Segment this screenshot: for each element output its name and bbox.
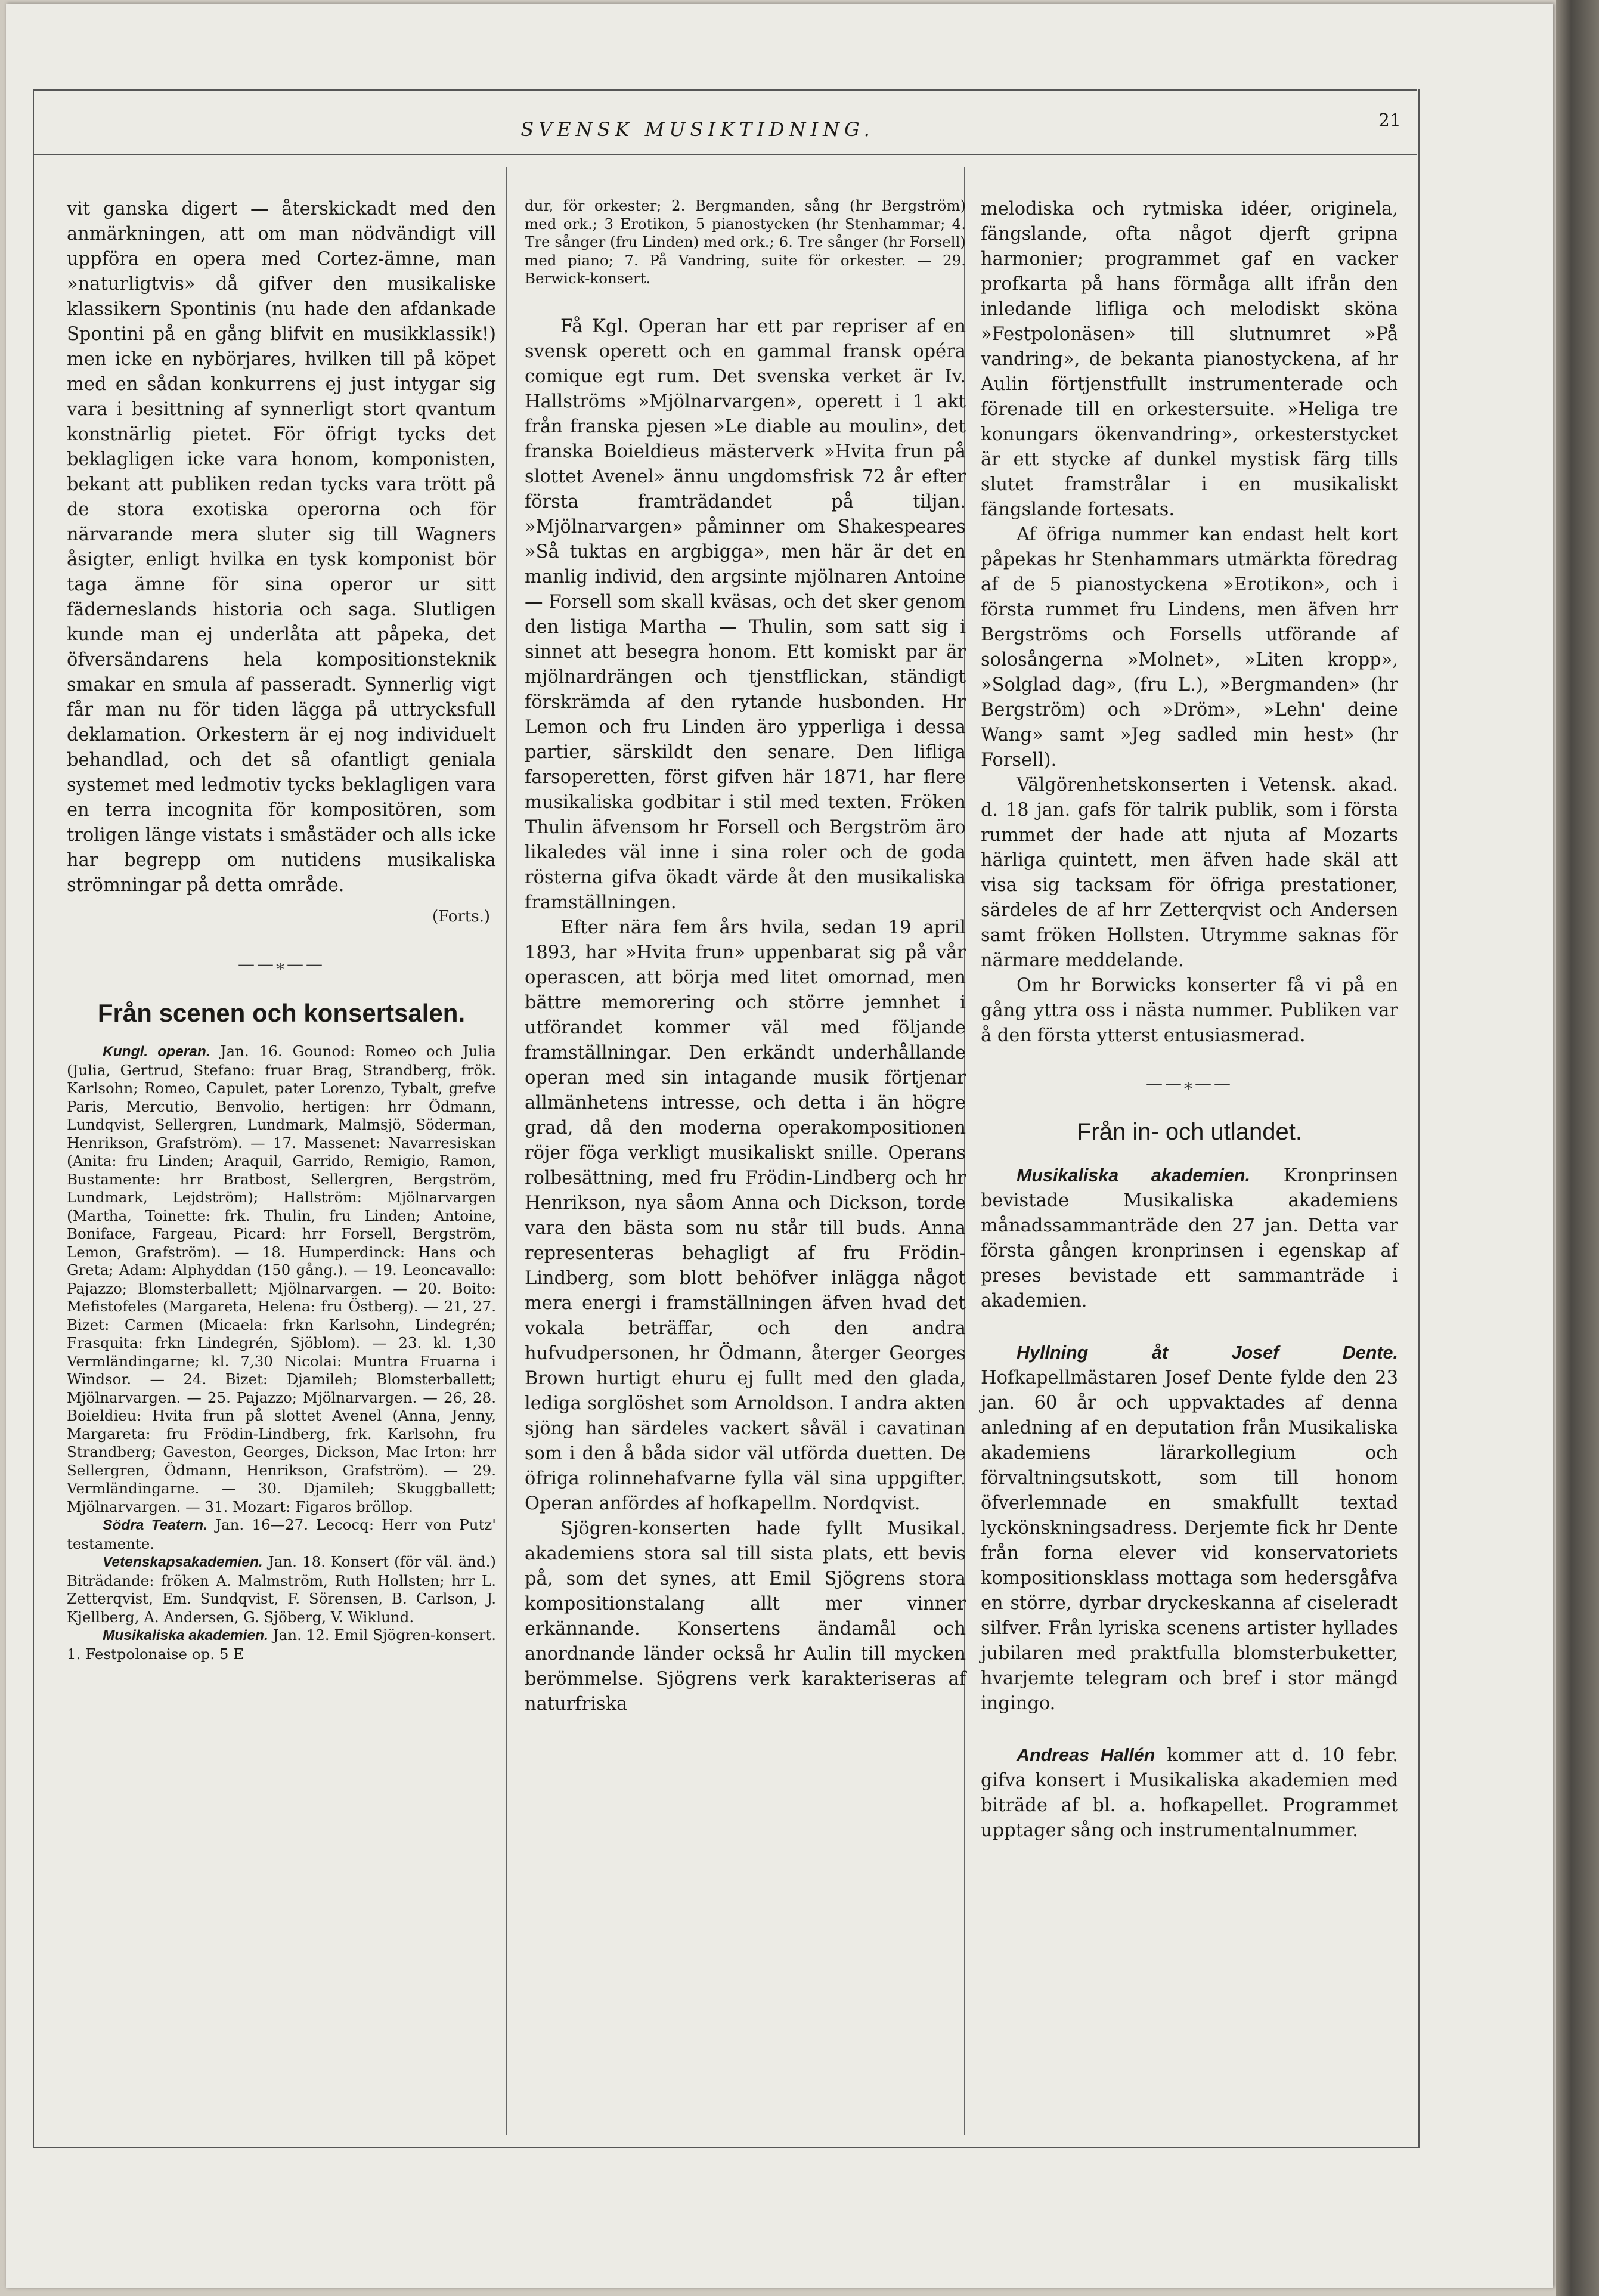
dente-lead: Hyllning åt Josef Dente. — [1017, 1342, 1398, 1363]
ofriga-nummer: Af öfriga nummer kan endast helt kort påpekas hr Stenhammars utmärkta föredrag af de 5 pianostyckena »Erotikon», och i första rummet fru Lindens, men äfven hrr Bergströms och Forsells utförande af solosångerna »Molnet», »Liten kropp», »Solglad dag», (fru L.), »Bergmanden» (hr Bergström) och »Dröm», »Lehn' deine Wang» samt »Jeg sadled min hest» (hr Forsell). — [981, 524, 1398, 771]
valgorenhetskonserten: Välgörenhetskonserten i Vetensk. akad. d. 18 jan. gafs för talrik publik, som i första rummet der hade att njuta af Mozarts härliga quintett, men äfven hade skäl att visa sig tacksam för öfriga prestationer, särdeles de af hrr Zetterqvist och Andersen samt fröken Hollsten. Utrymme saknas för närmare meddelande. — [981, 775, 1398, 971]
musikaliska-akademien-lead: Musikaliska akademien. — [103, 1627, 268, 1644]
sjogren-continuation: melodiska och rytmiska idéer, originela, fängslande, ofta något djerft gripna harmonier; programmet gaf en vacker profkarta på hans förmåga allt ifrån den inledande lifliga och melodiskt sköna »Festpolonäsen» till slutnumret »På vandring», de bekanta pianostyckena, af hr Aulin förtjenstfullt instrumenterade och förenade till en orkestersuite. »Heliga tre konungars ökenvandring», orkesterstycket är ett stycke af dunkel mystisk färg tills slutet framstrålar i en musikaliskt fängslande fortesats. — [981, 199, 1398, 520]
vetenskapsakademien-text: Jan. 18. Konsert (för väl. änd.) Biträdande: fröken A. Malmström, Ruth Hollsten; hrr L. Zetterqvist, Em. Sundqvist, F. Sörensen, B. Carlson, J. Kjellberg, A. Andersen, G. Sjöberg, V. Wiklund. — [67, 1553, 496, 1626]
page-edge-shadow — [1556, 0, 1599, 2296]
borwick-konserter: Om hr Borwicks konserter få vi på en gång yttra oss i nästa nummer. Publiken var å den första ytterst entusiasmerad. — [981, 975, 1398, 1046]
section-divider-2: ——⁎—— — [1146, 1073, 1233, 1093]
section-title-scenen: Från scenen och konsertsalen. — [97, 999, 466, 1027]
sodra-teatern-lead: Södra Teatern. — [103, 1517, 208, 1533]
kronprinsen-lead: Musikaliska akademien. — [1017, 1165, 1250, 1186]
page-number: 21 — [1378, 110, 1401, 131]
section-title-utlandet: Från in- och utlandet. — [1077, 1119, 1302, 1145]
column-1 — [67, 197, 496, 1663]
kungl-operan-listing — [67, 1042, 496, 1663]
vetenskapsakademien-lead: Vetenskapsakademien. — [103, 1554, 263, 1570]
sodra-teatern-text: Jan. 16—27. Lecocq: Herr von Putz' testamente. — [67, 1516, 497, 1552]
column-3 — [981, 197, 1398, 1843]
column-rule-1 — [506, 167, 507, 2135]
kungl-operan-lead: Kungl. operan. — [103, 1044, 210, 1060]
hallen-lead: Andreas Hallén — [1017, 1745, 1155, 1765]
continued-note: (Forts.) — [432, 908, 490, 926]
hallen-text: kommer att d. 10 febr. gifva konsert i Musikaliska akademien med biträde af bl. a. hofkapellet. Programmet upptager sång och instrumentalnummer. — [981, 1745, 1398, 1841]
concert-program-continuation: dur, för orkester; 2. Bergmanden, sång (hr Bergström) med ork.; 3 Erotikon, 5 pianostycken (hr Stenhammar; 4. Tre sånger (fru Linden) med ork.; 6. Tre sånger (hr Forsell) med piano; 7. På Vandring, suite för orkester. — 29. Berwick-konsert. — [525, 197, 966, 287]
dente-text: Hofkapellmästaren Josef Dente fylde den 23 jan. 60 år och uppvaktades af denna anledning af en deputation från Musikaliska akademiens lärarkollegium och förvaltningsutskott, som till honom öfverlemnade en smakfullt textad lyckönskningsadress. Derjemte fick hr Dente från forna elever vid konservatoriets kompositionsklass mottaga som hedersgåfva en större, dyrbar dryckeskanna af ciseleradt silfver. Från lyriska scenens artister hyllades jubilaren med praktfulla blomsterbuketter, hvarjemte telegram och bref i stor mängd ingingo. — [981, 1367, 1398, 1714]
musikaliska-akademien-text: Jan. 12. Emil Sjögren-konsert. 1. Festpolonaise op. 5 E — [67, 1626, 496, 1663]
column-2 — [525, 197, 966, 1717]
kronprinsen-text: Kronprinsen bevistade Musikaliska akademiens månadssammanträde den 27 jan. Detta var första gången kronprinsen i egenskap af preses bevistade ett sammanträde i akademien. — [981, 1165, 1398, 1311]
sjogren-konserten: Sjögren-konserten hade fyllt Musikal. akademiens stora sal till sista plats, ett bevis på, som det synes, att Emil Sjögrens stora kompositionstalang allt mer vinner erkännande. Konsertens ändamål och anordnande länder också hr Aulin till mycken berömmelse. Sjögrens verk karakteriseras af naturfriska — [525, 1518, 966, 1715]
hvita-frun-review: Efter nära fem års hvila, sedan 19 april 1893, har »Hvita frun» uppenbarat sig på vår operascen, att börja med litet omornad, men bättre memorering och större jemnhet i utförandet kommer väl med följande framställningar. Den erkändt underhållande operan med sin intagande musik förtjenar allmänhetens intresse, och detta i än högre grad, då den moderna operakompositionen röjer föga verkligt musikaliskt snille. Operans rolbesättning, med fru Frödin-Lindberg och hr Henrikson, nya såom Anna och Dickson, torde vara den bästa som nu står till buds. Anna representeras behagligt af fru Frödin-Lindberg, som blott behöfver inlägga något mera energi i framställningen äfven hvad det vokala beträffar, och den andra hufvudpersonen, hr Ödmann, återger Georges Brown hurtigt ehuru ej fullt med den glada, lediga sorglöshet som Arnoldson. I andra akten sjöng han särdeles vackert såväl i cavatinan som i den å båda sidor väl utförda duetten. De öfriga rolinnehafvarne fylla väl sina uppgifter. Operan anfördes af hofkapellm. Nordqvist. — [525, 917, 966, 1514]
kungl-operan-text: Jan. 16. Gounod: Romeo och Julia (Julia, Gertrud, Stefano: fruar Brag, Strandberg, frök. Karlsohn; Romeo, Capulet, pater Lorenzo, Tybalt, grefve Paris, Mercutio, Benvolio, hertigen: hrr Ödmann, Lundqvist, Sellergren, Lundmark, Malmsjö, Söderman, Henrikson, Grafström). — 17. Massenet: Navarresiskan (Anita: fru Linden; Araquil, Garrido, Remigio, Ramon, Bustamente: hrr Bratbost, Sellergren, Bergström, Lundmark, Lejdström); Hallström: Mjölnarvargen (Martha, Toinette: frk. Thulin, fru Linden; Antoine, Boniface, Fargeau, Picard: hrr Forsell, Bergström, Lemon, Grafström). — 18. Humperdinck: Hans och Greta; Adam: Alphyddan (150 gång.). — 19. Leoncavallo: Pajazzo; Blomsterballett; Mjölnarvargen. — 20. Boito: Mefistofeles (Margareta, Helena: fru Östberg). — 21, 27. Bizet: Carmen (Micaela: frkn Karlsohn, Lindegrén; Frasquita: frkn Lindegrén, Sjöblom). — 23. kl. 1,30 Vermländingarne; kl. 7,30 Nicolai: Muntra Fruarna i Windsor. — 24. Bizet: Djamileh; Blomsterballett; Mjölnarvargen. — 25. Pajazzo; Mjölnarvargen. — 26, 28. Boieldieu: Hvita frun på slottet Avenel (Anna, Jenny, Margareta: fru Frödin-Lindberg, frk. Karlsohn, fru Strandberg; Gaveston, Georges, Dickson, Mac Irton: hrr Sellergren, Ödmann, Henrikson, Grafström). — 29. Vermländingarne. — 30. Djamileh; Skuggballett; Mjölnarvargen. — 31. Mozart: Figaros bröllop. — [67, 1042, 497, 1515]
section-divider: ——⁎—— — [238, 954, 325, 974]
operan-repriser: Få Kgl. Operan har ett par repriser af en svensk operett och en gammal fransk opéra comique egt rum. Det svenska verket är Iv. Hallströms »Mjölnarvargen», operett i 1 akt från franska pjesen »Le diable au moulin», det franska Boieldieus mästerverk »Hvita frun på slottet Avenel» ännu ungdomsfrisk 72 år efter första framträdandet på tiljan. »Mjölnarvargen» påminner om Shakespeares »Så tuktas en argbigga», men här är det en manlig individ, den argsinte mjölnaren Antoine — Forsell som skall kväsas, och det sker genom den listiga Martha — Thulin, som satt sig i sinnet att besegra honom. Ett komiskt par är mjölnardrängen och tjenstflickan, ständigt förskrämda af den rytande husbonden. Hr Lemon och fru Linden äro ypperliga i dessa partier, särskildt den senare. Den lifliga farsoperetten, först gifven här 1871, har flere musikaliska godbitar i stil med texten. Fröken Thulin äfvensom hr Forsell och Bergström äro likaledes väl inne i sina roler och de goda rösterna gifva ökadt värde åt den musikaliska framställningen. — [525, 315, 966, 913]
article-continuation: vit ganska digert — återskickadt med den anmärkningen, att om man nödvändigt vill uppföra en opera med Cortez-ämne, man »naturligtvis» då gifver den musikaliske klassikern Spontinis (nu hade den afdankade Spontini på en gång blifvit en musikklassik!) men icke en nybörjares, hvilken till på köpet med en sådan konkurrens ej just intygar sig vara i besittning af synnerligt stort qvantum konstnärlig pietet. För öfrigt tycks det beklagligen icke vara honom, komponisten, bekant att publiken redan tycks vara trött på de stora exotiska operorna och för närvarande mera sluter sig till Wagners åsigter, enligt hvilka en tysk komponist bör taga ämne för sina operor ur sitt fäderneslands historia och saga. Slutligen kunde man ej underlåta att påpeka, det öfversändarens hela kompositionsteknik smakar en smula af passeradt. Synnerlig vigt får man nu för tiden lägga på uttrycksfull deklamation. Orkestern är ej nog individuelt behandlad, och det så ofantligt geniala systemet med ledmotiv tycks beklagligen vara en terra incognita för kompositören, som troligen länge vistats i småstäder och alls icke har begrepp om nutidens musikaliska strömningar på detta område. — [67, 199, 496, 896]
running-title: SVENSK MUSIKTIDNING. — [520, 118, 875, 141]
